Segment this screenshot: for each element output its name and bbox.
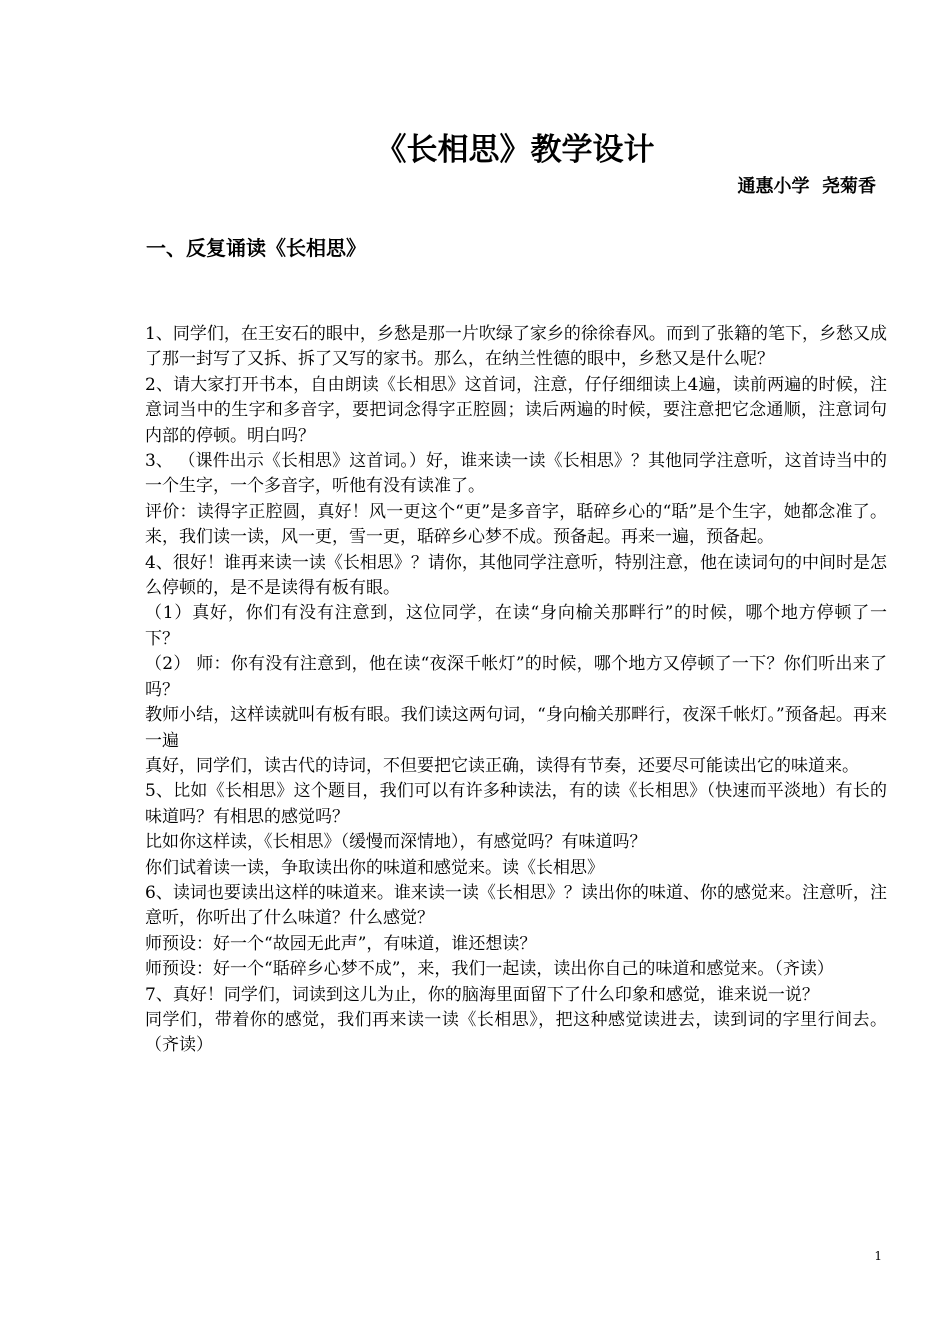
paragraph: 你们试着读一读，争取读出你的味道和感觉来。读《长相思》 — [145, 857, 604, 878]
paragraph: 师预设：好一个“故园无此声”，有味道，谁还想读？ — [145, 933, 537, 954]
page-number: 1 — [874, 1249, 882, 1263]
paragraph: （2） 师：你有没有注意到，他在读“夜深千帐灯”的时候，哪个地方又停顿了一下？你们听出来了吗？ — [145, 654, 887, 700]
paragraph: 6、读词也要读出这样的味道来。谁来读一读《长相思》？读出你的味道、你的感觉来。注意听，注意听，你听出了什么味道？什么感觉？ — [145, 882, 887, 929]
paragraph: （1）真好，你们有没有注意到，这位同学，在读“身向榆关那畔行”的时候，哪个地方停顿了一下？ — [145, 603, 887, 649]
section-heading: 一、反复诵读《长相思》 — [146, 236, 366, 260]
paragraph: 3、 （课件出示《长相思》这首词。）好，谁来读一读《长相思》？其他同学注意听，这首诗当中的一个生字，一个多音字，听他有没有读准了。 — [145, 451, 887, 497]
paragraph: 4、很好！谁再来读一读《长相思》？请你，其他同学注意听，特别注意，他在读词句的中间时是怎么停顿的，是不是读得有板有眼。 — [145, 552, 887, 599]
body-text — [145, 322, 887, 1059]
paragraph: 7、真好！同学们，词读到这儿为止，你的脑海里面留下了什么印象和感觉，谁来说一说？ — [145, 984, 819, 1005]
paragraph: 比如你这样读，《长相思》（缓慢而深情地），有感觉吗？有味道吗？ — [145, 832, 647, 853]
paragraph: 真好，同学们，读古代的诗词，不但要把它读正确，读得有节奏，还要尽可能读出它的味道来。 — [145, 755, 859, 776]
paragraph: 评价：读得字正腔圆，真好！风一更这个“更”是多音字，聒碎乡心的“聒”是个生字，她都念准了。来，我们读一读，风一更，雪一更，聒碎乡心梦不成。预备起。再来一遍，预备起。 — [145, 501, 887, 548]
paragraph: 教师小结，这样读就叫有板有眼。我们读这两句词，“身向榆关那畔行，夜深千帐灯。”预备起。再来一遍 — [145, 705, 887, 751]
paragraph: 同学们，带着你的感觉，我们再来读一读《长相思》，把这种感觉读进去，读到词的字里行间去。（齐读） — [145, 1009, 887, 1056]
paragraph: 5、比如《长相思》这个题目，我们可以有许多种读法，有的读《长相思》（快速而平淡地）有长的味道吗？有相思的感觉吗？ — [145, 781, 887, 827]
author-line: 通惠小学 尧菊香 — [737, 176, 876, 197]
document-title: 《长相思》教学设计 — [375, 132, 655, 168]
paragraph: 2、请大家打开书本，自由朗读《长相思》这首词，注意，仔仔细细读上4遍，读前两遍的时候，注意词当中的生字和多音字，要把词念得字正腔圆；读后两遍的时候，要注意把它念通顺，注意词句内部的停顿。明白吗？ — [145, 374, 887, 446]
paragraph: 1、同学们，在王安石的眼中，乡愁是那一片吹绿了家乡的徐徐春风。而到了张籍的笔下，乡愁又成了那一封写了又拆、拆了又写的家书。那么，在纳兰性德的眼中，乡愁又是什么呢？ — [145, 324, 887, 370]
paragraph: 师预设：好一个“聒碎乡心梦不成”，来，我们一起读，读出你自己的味道和感觉来。（齐读） — [145, 959, 834, 980]
